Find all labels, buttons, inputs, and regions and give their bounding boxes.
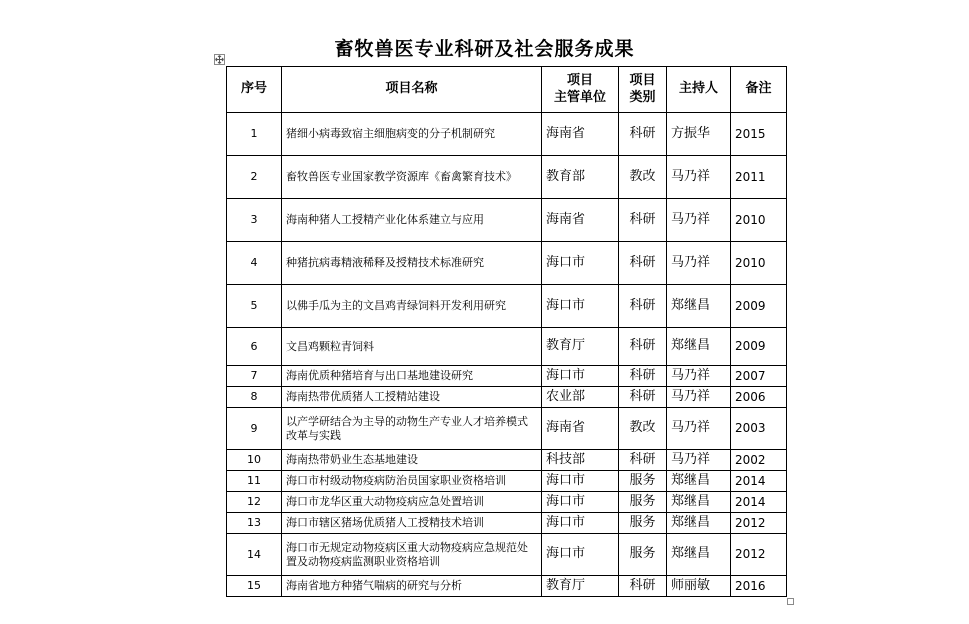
cell-no: 1 <box>227 113 282 156</box>
move-arrows-icon <box>215 55 224 64</box>
results-table <box>226 66 787 597</box>
header-unit-line1: 项目 <box>566 73 593 89</box>
header-unit-line2: 主管单位 <box>553 89 606 105</box>
cell-host: 郑继昌 <box>667 513 731 534</box>
cell-name-text: 海口市辖区猪场优质猪人工授精技术培训 <box>286 516 484 530</box>
cell-unit: 海口市 <box>542 285 619 328</box>
cell-note: 2014 <box>731 471 787 492</box>
cell-note: 2007 <box>731 366 787 387</box>
cell-no: 15 <box>227 576 282 597</box>
table-row <box>227 450 787 471</box>
cell-note: 2012 <box>731 534 787 576</box>
cell-unit: 海口市 <box>542 366 619 387</box>
cell-name <box>282 408 542 450</box>
cell-unit: 教育厅 <box>542 576 619 597</box>
header-unit <box>542 67 619 113</box>
cell-name <box>282 156 542 199</box>
cell-name <box>282 113 542 156</box>
cell-no: 4 <box>227 242 282 285</box>
cell-unit: 海口市 <box>542 513 619 534</box>
table-header-row <box>227 67 787 113</box>
header-type-line1: 项目 <box>629 73 656 89</box>
cell-type: 科研 <box>619 576 667 597</box>
cell-type: 服务 <box>619 513 667 534</box>
cell-host: 郑继昌 <box>667 534 731 576</box>
cell-no: 10 <box>227 450 282 471</box>
cell-name-text: 文昌鸡颗粒青饲料 <box>286 339 374 353</box>
cell-name-text: 海口市龙华区重大动物疫病应急处置培训 <box>286 495 484 509</box>
table-row <box>227 492 787 513</box>
cell-host: 马乃祥 <box>667 156 731 199</box>
cell-note: 2010 <box>731 199 787 242</box>
cell-name-text: 海南省地方种猪气喘病的研究与分析 <box>286 579 462 593</box>
cell-type: 教改 <box>619 408 667 450</box>
cell-name <box>282 576 542 597</box>
cell-name-text: 海南种猪人工授精产业化体系建立与应用 <box>286 213 484 227</box>
cell-name <box>282 534 542 576</box>
table-row <box>227 156 787 199</box>
cell-host: 马乃祥 <box>667 387 731 408</box>
cell-host: 方振华 <box>667 113 731 156</box>
cell-no: 11 <box>227 471 282 492</box>
cell-host: 师丽敏 <box>667 576 731 597</box>
header-name: 项目名称 <box>282 67 542 113</box>
cell-host: 郑继昌 <box>667 328 731 366</box>
table-row <box>227 408 787 450</box>
cell-unit: 海口市 <box>542 492 619 513</box>
cell-name-text: 海南热带优质猪人工授精站建设 <box>286 390 440 404</box>
cell-type: 科研 <box>619 328 667 366</box>
cell-no: 9 <box>227 408 282 450</box>
cell-no: 3 <box>227 199 282 242</box>
cell-name <box>282 285 542 328</box>
cell-note: 2015 <box>731 113 787 156</box>
cell-name <box>282 328 542 366</box>
header-type-line2: 类别 <box>629 89 656 105</box>
cell-note: 2012 <box>731 513 787 534</box>
cell-unit: 海南省 <box>542 113 619 156</box>
cell-no: 2 <box>227 156 282 199</box>
cell-type: 服务 <box>619 471 667 492</box>
cell-type: 科研 <box>619 387 667 408</box>
cell-name-text: 海南热带奶业生态基地建设 <box>286 453 418 467</box>
table-row <box>227 285 787 328</box>
table-row <box>227 199 787 242</box>
cell-unit: 科技部 <box>542 450 619 471</box>
cell-name-text: 以佛手瓜为主的文昌鸡青绿饲料开发利用研究 <box>286 299 506 313</box>
cell-host: 郑继昌 <box>667 285 731 328</box>
cell-no: 12 <box>227 492 282 513</box>
cell-note: 2002 <box>731 450 787 471</box>
table-move-handle[interactable] <box>214 54 225 65</box>
cell-type: 科研 <box>619 285 667 328</box>
table-row <box>227 242 787 285</box>
cell-type: 服务 <box>619 534 667 576</box>
table-row <box>227 387 787 408</box>
cell-name <box>282 450 542 471</box>
cell-no: 5 <box>227 285 282 328</box>
cell-host: 郑继昌 <box>667 492 731 513</box>
cell-host: 马乃祥 <box>667 366 731 387</box>
document-title: 畜牧兽医专业科研及社会服务成果 <box>334 38 635 60</box>
table-row <box>227 328 787 366</box>
cell-unit: 海南省 <box>542 408 619 450</box>
cell-name-text: 海南优质种猪培育与出口基地建设研究 <box>286 369 473 383</box>
cell-unit: 海口市 <box>542 534 619 576</box>
cell-note: 2009 <box>731 328 787 366</box>
cell-host: 马乃祥 <box>667 450 731 471</box>
cell-name <box>282 492 542 513</box>
table-row <box>227 513 787 534</box>
cell-type: 科研 <box>619 113 667 156</box>
cell-note: 2014 <box>731 492 787 513</box>
cell-type: 科研 <box>619 242 667 285</box>
table-resize-handle[interactable] <box>787 598 794 605</box>
cell-host: 马乃祥 <box>667 242 731 285</box>
cell-host: 马乃祥 <box>667 199 731 242</box>
cell-name-text: 以产学研结合为主导的动物生产专业人才培养模式改革与实践 <box>286 414 528 442</box>
cell-name <box>282 199 542 242</box>
cell-no: 7 <box>227 366 282 387</box>
cell-unit: 海南省 <box>542 199 619 242</box>
cell-unit: 海口市 <box>542 242 619 285</box>
cell-name <box>282 242 542 285</box>
table-row <box>227 471 787 492</box>
cell-unit: 海口市 <box>542 471 619 492</box>
cell-name-text: 海口市无规定动物疫病区重大动物疫病应急规范处置及动物疫病监测职业资格培训 <box>286 540 528 568</box>
cell-type: 科研 <box>619 450 667 471</box>
header-type <box>619 67 667 113</box>
header-host: 主持人 <box>667 67 731 113</box>
cell-name <box>282 513 542 534</box>
header-no: 序号 <box>227 67 282 113</box>
cell-name-text: 海口市村级动物疫病防治员国家职业资格培训 <box>286 474 506 488</box>
cell-note: 2003 <box>731 408 787 450</box>
cell-note: 2010 <box>731 242 787 285</box>
cell-note: 2006 <box>731 387 787 408</box>
cell-host: 马乃祥 <box>667 408 731 450</box>
header-note: 备注 <box>731 67 787 113</box>
cell-no: 14 <box>227 534 282 576</box>
cell-unit: 农业部 <box>542 387 619 408</box>
cell-no: 8 <box>227 387 282 408</box>
cell-name <box>282 471 542 492</box>
cell-no: 6 <box>227 328 282 366</box>
table-row <box>227 113 787 156</box>
cell-name-text: 畜牧兽医专业国家教学资源库《畜禽繁育技术》 <box>286 170 517 184</box>
table-row <box>227 576 787 597</box>
cell-type: 科研 <box>619 366 667 387</box>
cell-host: 郑继昌 <box>667 471 731 492</box>
cell-type: 教改 <box>619 156 667 199</box>
cell-name <box>282 366 542 387</box>
cell-name-text: 种猪抗病毒精液稀释及授精技术标准研究 <box>286 256 484 270</box>
cell-name-text: 猪细小病毒致宿主细胞病变的分子机制研究 <box>286 127 495 141</box>
cell-name <box>282 387 542 408</box>
cell-unit: 教育部 <box>542 156 619 199</box>
cell-type: 科研 <box>619 199 667 242</box>
cell-type: 服务 <box>619 492 667 513</box>
cell-note: 2009 <box>731 285 787 328</box>
cell-unit: 教育厅 <box>542 328 619 366</box>
cell-no: 13 <box>227 513 282 534</box>
cell-note: 2011 <box>731 156 787 199</box>
cell-note: 2016 <box>731 576 787 597</box>
table-row <box>227 534 787 576</box>
table-row <box>227 366 787 387</box>
